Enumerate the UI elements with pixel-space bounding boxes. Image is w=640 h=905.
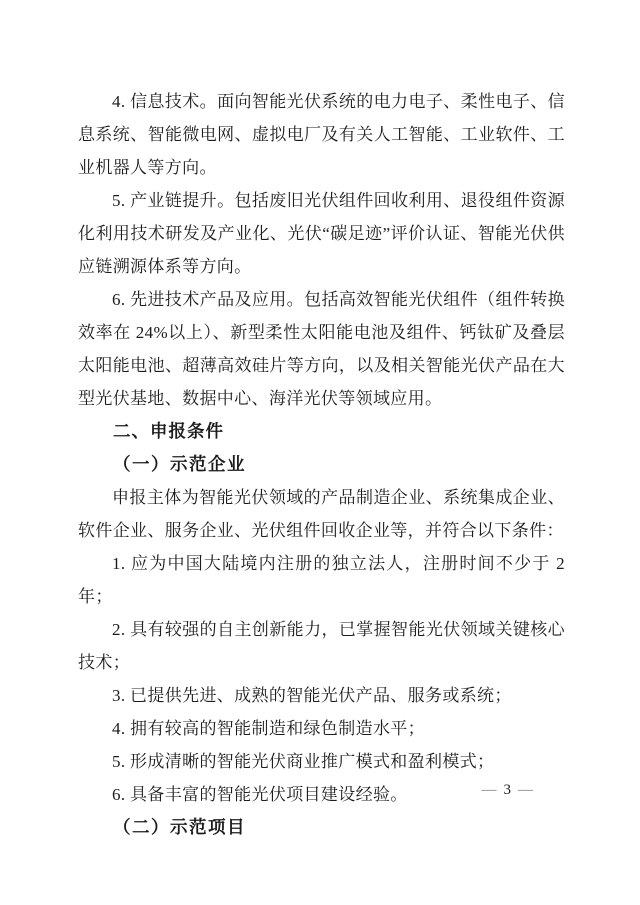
- condition-item-2: 2. 具有较强的自主创新能力，已掌握智能光伏领域关键核心技术；: [78, 620, 565, 672]
- footer-left-dash: —: [481, 782, 497, 798]
- document-body: [78, 85, 570, 844]
- page-number: 3: [503, 782, 511, 798]
- paragraph-item-5-industry-chain: 5. 产业链提升。包括废旧光伏组件回收利用、退役组件资源化利用技术研发及产业化、光伏“碳足迹”评价认证、智能光伏供应链溯源体系等方向。: [78, 191, 565, 276]
- paragraph-item-6-advanced-products: 6. 先进技术产品及应用。包括高效智能光伏组件（组件转换效率在 24%以上）、新型柔性太阳能电池及组件、钙钛矿及叠层太阳能电池、超薄高效硅片等方向，以及相关智能光伏产品在大型光伏基地、数据中心、海洋光伏等领域应用。: [78, 290, 565, 408]
- heading-section-2-application-conditions: 二、申报条件: [113, 421, 224, 441]
- subheading-demonstration-project: （二）示范项目: [113, 817, 246, 837]
- page-number-footer: [475, 781, 541, 799]
- condition-item-3: 3. 已提供先进、成熟的智能光伏产品、服务或系统；: [112, 686, 512, 705]
- subheading-demonstration-enterprise: （一）示范企业: [113, 454, 246, 474]
- paragraph-item-4-info-technology: 4. 信息技术。面向智能光伏系统的电力电子、柔性电子、信息系统、智能微电网、虚拟电厂及有关人工智能、工业软件、工业机器人等方向。: [78, 92, 565, 177]
- paragraph-applicant-requirements: 申报主体为智能光伏领域的产品制造企业、系统集成企业、软件企业、服务企业、光伏组件回收企业等，并符合以下条件：: [78, 488, 565, 540]
- footer-right-dash: —: [518, 782, 533, 798]
- condition-item-6: 6. 具备丰富的智能光伏项目建设经验。: [112, 785, 408, 804]
- condition-item-4: 4. 拥有较高的智能制造和绿色制造水平；: [112, 719, 425, 738]
- condition-item-5: 5. 形成清晰的智能光伏商业推广模式和盈利模式；: [112, 752, 495, 771]
- condition-item-1: 1. 应为中国大陆境内注册的独立法人，注册时间不少于 2 年；: [78, 554, 570, 606]
